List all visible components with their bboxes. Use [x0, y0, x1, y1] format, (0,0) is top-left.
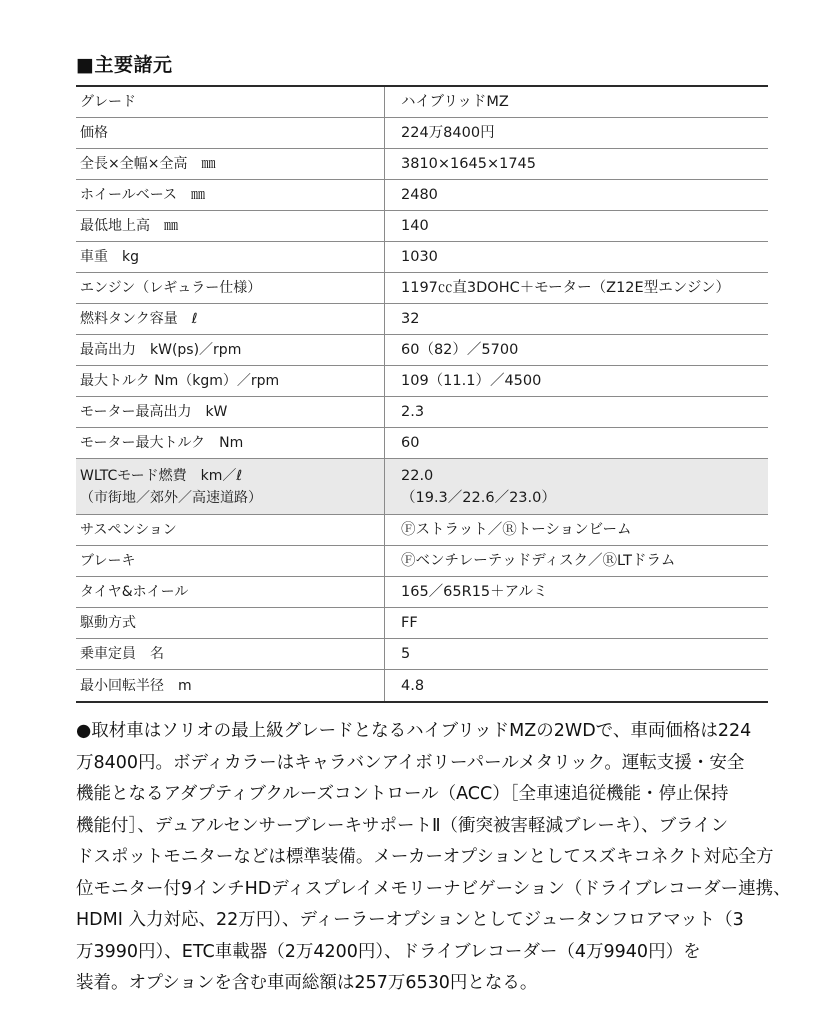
spec-row: [76, 577, 768, 608]
spec-label: [76, 639, 385, 669]
spec-label-line: エンジン（レギュラー仕様）: [80, 280, 262, 296]
body-line: 万8400円。ボディカラーはキャラバンアイボリーパールメタリック。運転支援・安全: [76, 752, 745, 773]
spec-value: [385, 304, 768, 334]
spec-value: [385, 459, 768, 514]
spec-label-line: ホイールベース ㎜: [80, 187, 206, 203]
spec-label-line: 最大トルク Nm（kgm）／rpm: [80, 373, 280, 389]
spec-row: [76, 242, 768, 273]
spec-label: [76, 428, 385, 458]
spec-label-line: 価格: [80, 125, 108, 141]
spec-label-line: 最小回転半径 m: [80, 677, 192, 694]
spec-value-line: （19.3／22.6／23.0）: [401, 489, 556, 506]
body-line: ●取材車はソリオの最上級グレードとなるハイブリッドMZの2WDで、車両価格は224: [76, 721, 752, 741]
spec-row: [76, 335, 768, 366]
spec-label: [76, 670, 385, 701]
spec-value-line: 224万8400円: [401, 125, 495, 141]
spec-value-line: 22.0: [401, 467, 434, 484]
spec-value: [385, 211, 768, 241]
spec-label: [76, 577, 385, 607]
spec-label: [76, 608, 385, 638]
body-line: 万3990円）、ETC車載器（2万4200円）、ドライブレコーダー（4万9940円）を: [76, 941, 701, 962]
spec-row: [76, 397, 768, 428]
spec-row: [76, 546, 768, 577]
spec-value: [385, 87, 768, 117]
body-line: HDMI 入力対応、22万円）、ディーラーオプションとしてジュータンフロアマット（3: [76, 910, 744, 930]
spec-value-line: 2480: [401, 187, 438, 203]
spec-label: [76, 304, 385, 334]
spec-value-line: FF: [401, 615, 418, 631]
spec-value: [385, 397, 768, 427]
spec-value-line: 60: [401, 435, 420, 451]
body-line: ドスポットモニターなどは標準装備。メーカーオプションとしてスズキコネクト対応全方: [76, 847, 774, 867]
spec-table: [76, 85, 768, 703]
spec-label-line: サスペンション: [80, 522, 177, 538]
spec-label-line: 全長×全幅×全高 ㎜: [80, 156, 216, 172]
section-heading: ■主要諸元: [76, 54, 173, 76]
spec-value-line: 1197㏄直3DOHC＋モーター（Z12E型エンジン）: [401, 280, 730, 296]
spec-value-line: 165／65R15＋アルミ: [401, 584, 548, 600]
body-line: 機能付］、デュアルセンサーブレーキサポートⅡ（衝突被害軽減ブレーキ）、ブライン: [76, 815, 729, 836]
spec-row: [76, 670, 768, 701]
spec-label: [76, 87, 385, 117]
spec-value: [385, 273, 768, 303]
spec-label-line: 最高出力 kW(ps)／rpm: [80, 342, 242, 358]
spec-value-line: 1030: [401, 249, 438, 265]
spec-label: [76, 515, 385, 545]
spec-value: [385, 242, 768, 272]
body-line: 位モニター付9インチHDディスプレイメモリーナビゲーション（ドライブレコーダー連携、: [76, 878, 791, 899]
body-line: 装着。オプションを含む車両総額は257万6530円となる。: [76, 973, 538, 993]
spec-label-line: 乗車定員 名: [80, 646, 164, 662]
spec-value: [385, 366, 768, 396]
spec-value: [385, 546, 768, 576]
spec-row: [76, 639, 768, 670]
spec-value: [385, 118, 768, 148]
spec-value-line: 4.8: [401, 677, 425, 694]
spec-value: [385, 180, 768, 210]
spec-label: [76, 242, 385, 272]
spec-value-line: 109（11.1）／4500: [401, 373, 542, 389]
spec-label-line: 最低地上高 ㎜: [80, 218, 178, 234]
spec-label: [76, 546, 385, 576]
spec-value: [385, 577, 768, 607]
spec-row: [76, 149, 768, 180]
spec-row: [76, 428, 768, 459]
spec-row: [76, 211, 768, 242]
spec-row: [76, 87, 768, 118]
spec-label: [76, 335, 385, 365]
spec-value-line: 5: [401, 646, 411, 662]
spec-label: [76, 273, 385, 303]
spec-label: [76, 459, 385, 514]
spec-value-line: 2.3: [401, 404, 425, 420]
spec-value-line: 32: [401, 311, 420, 327]
spec-label-line: モーター最大トルク Nm: [80, 435, 244, 451]
spec-label-line: タイヤ&ホイール: [80, 584, 189, 600]
spec-label-line: モーター最高出力 kW: [80, 404, 228, 420]
spec-row: [76, 273, 768, 304]
spec-value-line: Ⓕストラット／Ⓡトーションビーム: [401, 522, 632, 538]
spec-row: [76, 515, 768, 546]
spec-row: [76, 118, 768, 149]
spec-row: [76, 366, 768, 397]
spec-value-line: 3810×1645×1745: [401, 156, 537, 172]
spec-value-line: 60（82）／5700: [401, 342, 519, 358]
spec-label: [76, 118, 385, 148]
spec-value: [385, 149, 768, 179]
spec-value: [385, 608, 768, 638]
spec-value: [385, 428, 768, 458]
spec-label-line: WLTCモード燃費 km／ℓ: [80, 467, 243, 484]
spec-label: [76, 211, 385, 241]
spec-label-line: 駆動方式: [80, 615, 136, 631]
spec-value-line: Ⓕベンチレーテッドディスク／ⓇLTドラム: [401, 553, 676, 569]
spec-row: [76, 608, 768, 639]
body-line: 機能となるアダプティブクルーズコントロール（ACC）［全車速追従機能・停止保持: [76, 784, 729, 804]
spec-label-line: グレード: [80, 94, 136, 110]
spec-value: [385, 639, 768, 669]
spec-row: [76, 180, 768, 211]
body-paragraph: [76, 716, 791, 1000]
spec-label-line: 燃料タンク容量 ℓ: [80, 311, 198, 327]
spec-label: [76, 397, 385, 427]
spec-value: [385, 670, 768, 701]
spec-value: [385, 515, 768, 545]
spec-label: [76, 366, 385, 396]
spec-label: [76, 180, 385, 210]
spec-label-line: ブレーキ: [80, 553, 136, 569]
spec-label-line: 車重 kg: [80, 249, 139, 265]
spec-value-line: 140: [401, 218, 429, 234]
spec-value-line: ハイブリッドMZ: [401, 94, 509, 110]
spec-label-line: （市街地／郊外／高速道路）: [80, 489, 262, 506]
spec-row: [76, 304, 768, 335]
spec-label: [76, 149, 385, 179]
spec-row: [76, 459, 768, 515]
spec-value: [385, 335, 768, 365]
